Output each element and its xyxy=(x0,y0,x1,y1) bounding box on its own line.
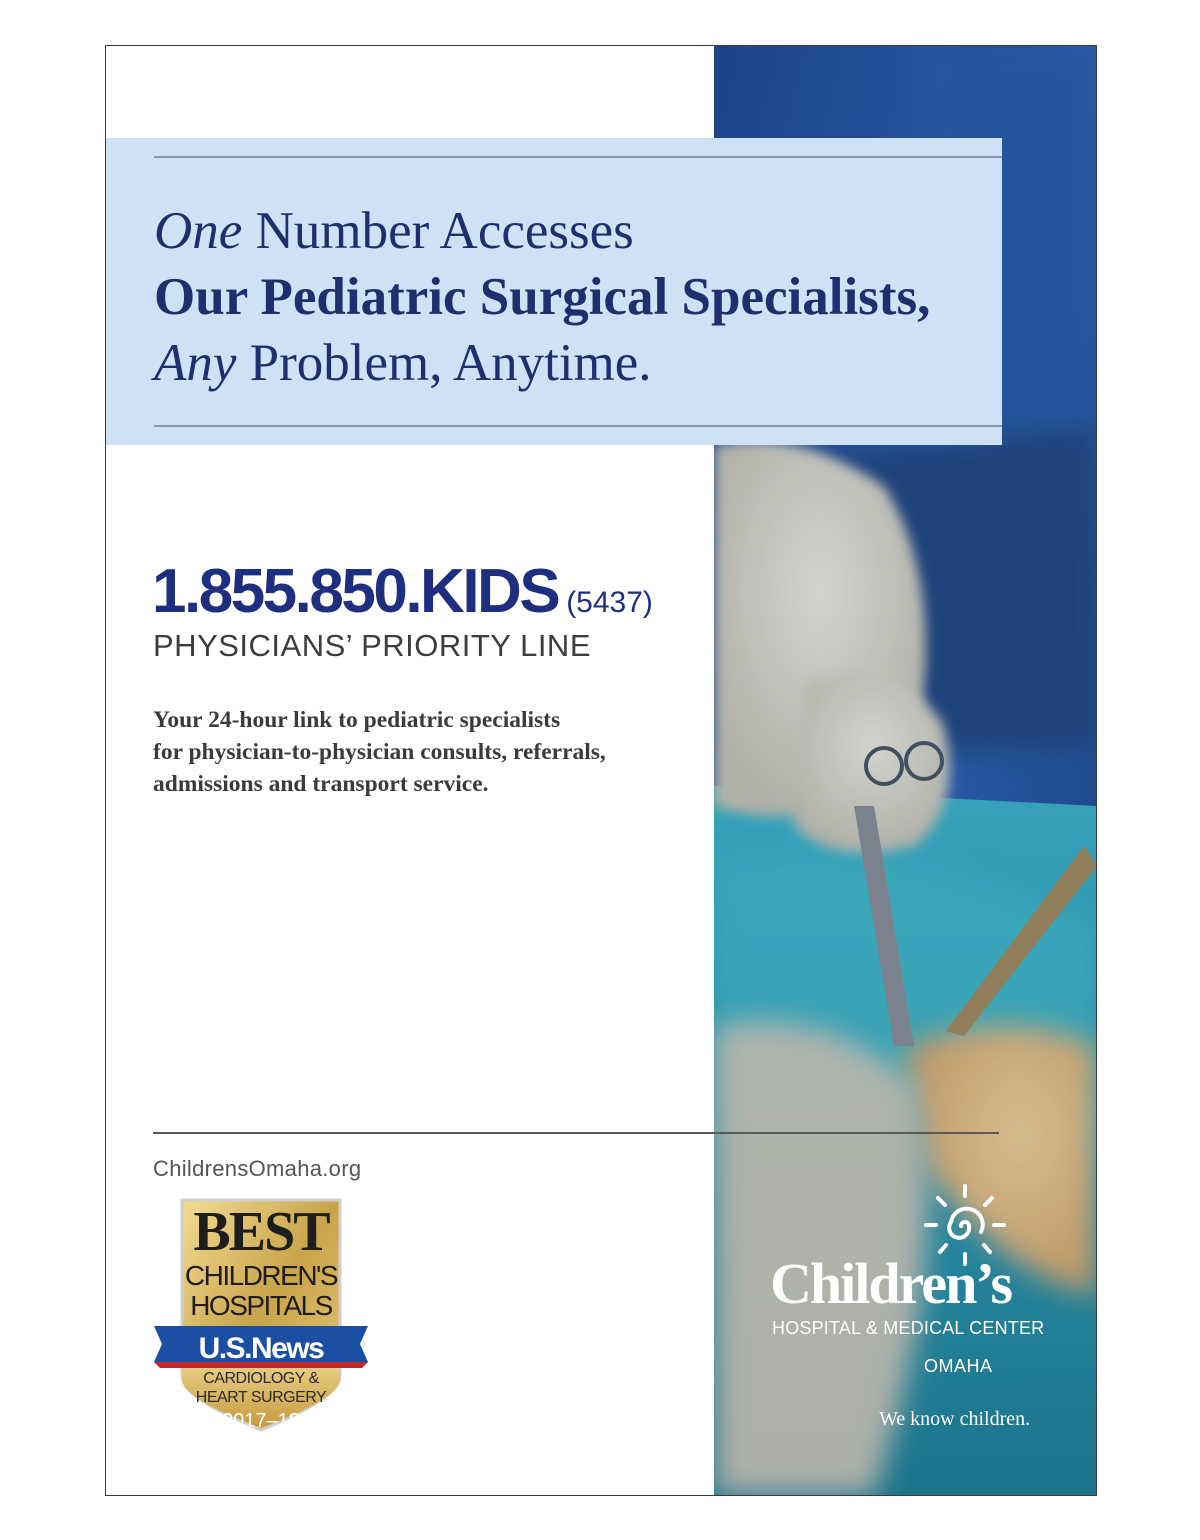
body-line-1: Your 24-hour link to pediatric specialists xyxy=(153,707,561,733)
headline-line-3-italic: Any xyxy=(154,334,237,392)
headline-line-1-italic: One xyxy=(154,202,243,260)
headline-band xyxy=(106,138,1002,445)
logo-location: OMAHA xyxy=(924,1356,993,1376)
headline-bottom-rule xyxy=(154,425,1002,427)
badge-specialty-2: HEART SURGERY xyxy=(195,1389,327,1406)
badge-best: BEST xyxy=(193,1201,329,1263)
phone-caption: PHYSICIANS’ PRIORITY LINE xyxy=(153,628,591,663)
body-line-3: admissions and transport service. xyxy=(153,771,489,797)
badge-year: 2017–18 xyxy=(222,1410,300,1432)
headline xyxy=(154,198,994,396)
body-copy xyxy=(153,704,693,800)
headline-line-2: Our Pediatric Surgical Specialists, xyxy=(154,268,931,326)
phone-number[interactable]: 1.855.850.KIDS xyxy=(152,557,559,626)
headline-line-3-rest: Problem, Anytime. xyxy=(236,334,652,392)
tagline: We know children. xyxy=(879,1408,1031,1430)
phone-extension: (5437) xyxy=(566,586,653,619)
badge-category-2: HOSPITALS xyxy=(190,1290,332,1321)
headline-line-1 xyxy=(154,198,994,264)
badge-specialty-1: CARDIOLOGY & xyxy=(203,1370,319,1387)
ad-page xyxy=(105,45,1097,1496)
body-line-2: for physician-to-physician consults, referrals, xyxy=(153,739,606,765)
headline-top-rule xyxy=(154,156,1002,158)
phone-line[interactable] xyxy=(152,556,653,627)
badge-brand: U.S.News xyxy=(198,1332,324,1365)
headline-line-3 xyxy=(154,330,994,396)
website-link[interactable]: ChildrensOmaha.org xyxy=(153,1156,362,1181)
best-hospitals-badge xyxy=(154,1198,368,1432)
headline-line-1-rest: Number Accesses xyxy=(242,202,634,260)
logo-subtitle: HOSPITAL & MEDICAL CENTER xyxy=(772,1318,1045,1338)
logo-name: Children’s xyxy=(770,1251,1012,1316)
footer-divider xyxy=(153,1132,999,1134)
badge-category-1: CHILDREN'S xyxy=(184,1260,338,1291)
